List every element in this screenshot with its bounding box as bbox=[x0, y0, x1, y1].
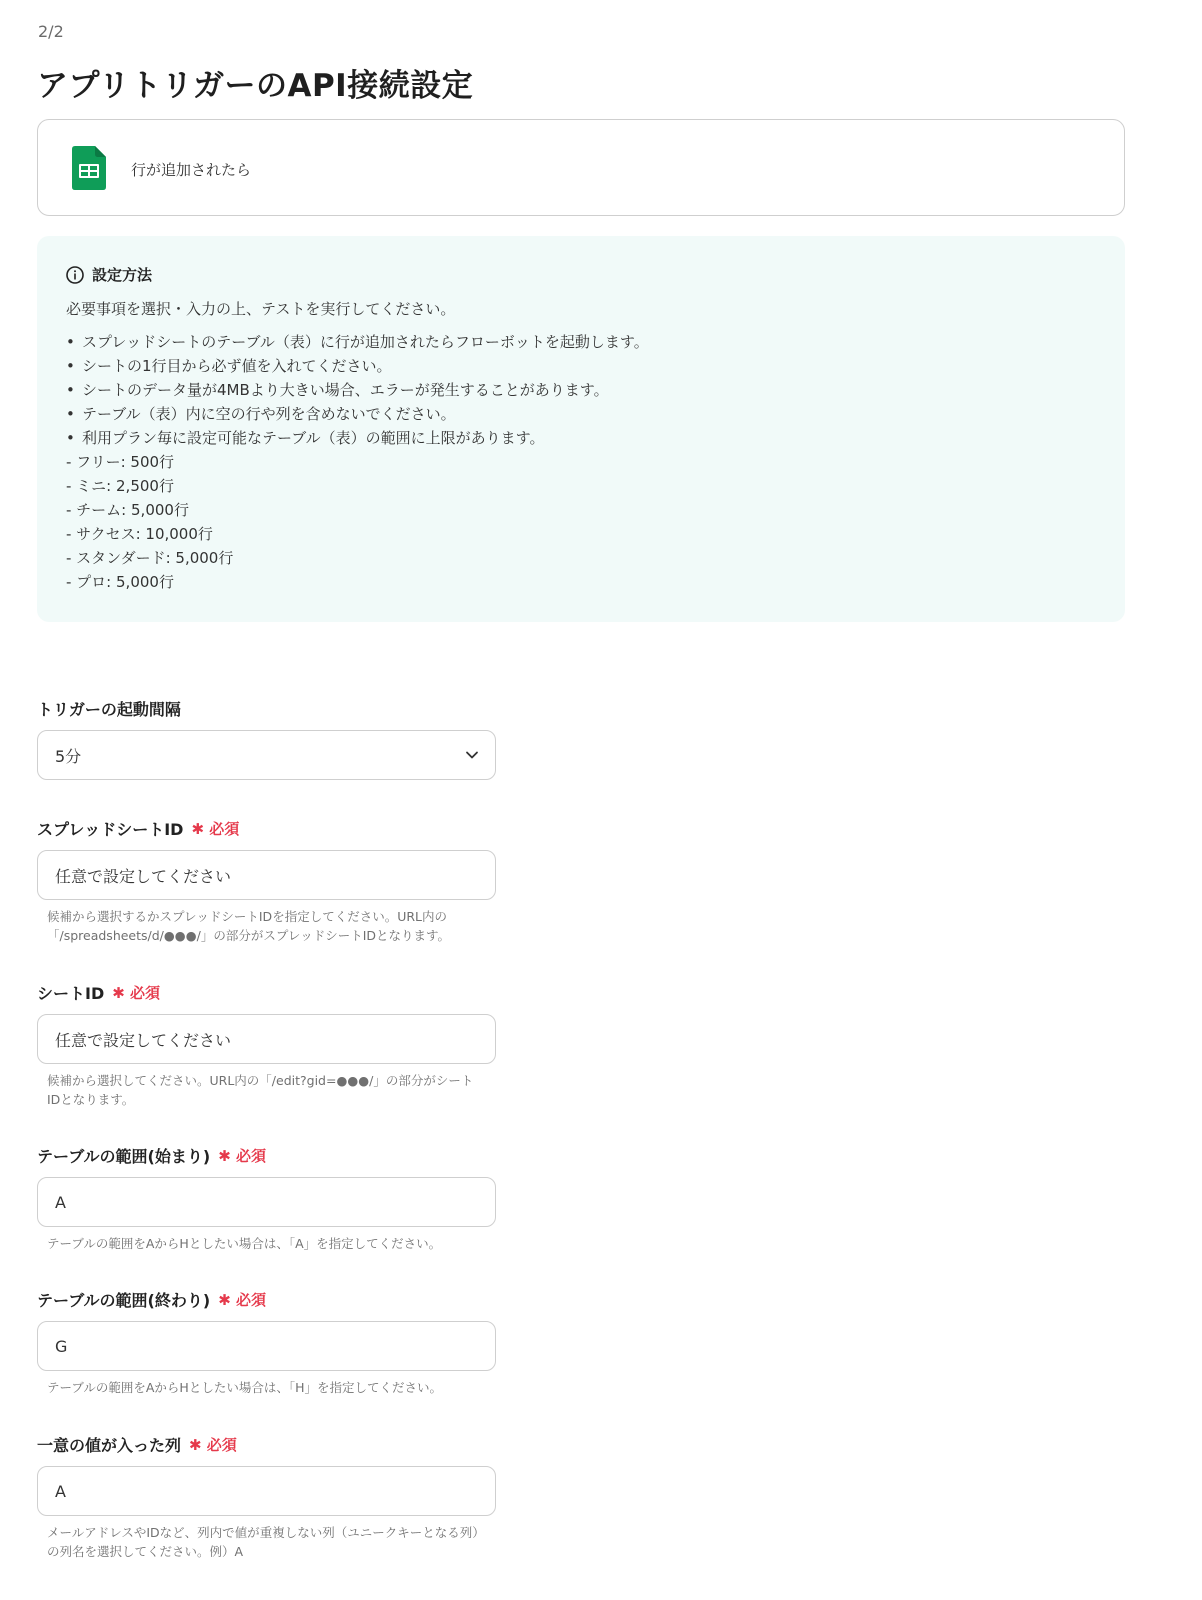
list-item: • シートのデータ量が4MBより大きい場合、エラーが発生することがあります。 bbox=[66, 378, 649, 402]
plan-limit-item: - サクセス: 10,000行 bbox=[66, 525, 213, 543]
required-badge: ✱ 必須 bbox=[191, 819, 240, 838]
plan-limit-item: - ミニ: 2,500行 bbox=[66, 477, 174, 495]
google-sheets-icon bbox=[72, 146, 106, 190]
help-line: テーブルの範囲をAからHとしたい場合は、「H」を指定してください。 bbox=[47, 1380, 442, 1395]
field-label: テーブルの範囲(始まり) bbox=[37, 1146, 211, 1166]
list-item: • スプレッドシートのテーブル（表）に行が追加されたらフローボットを起動します。 bbox=[66, 330, 649, 354]
range-start-input[interactable] bbox=[37, 1177, 496, 1227]
required-badge: ✱ 必須 bbox=[189, 1435, 237, 1454]
input-value: A bbox=[55, 1192, 66, 1212]
required-badge: ✱ 必須 bbox=[218, 1146, 266, 1165]
info-title: 設定方法 bbox=[92, 266, 153, 284]
chevron-down-icon bbox=[465, 748, 479, 762]
field-label: テーブルの範囲(終わり) bbox=[37, 1290, 211, 1310]
field-label: 一意の値が入った列 bbox=[37, 1435, 182, 1455]
plan-limit-item: - フリー: 500行 bbox=[66, 453, 175, 471]
input-placeholder: 任意で設定してください bbox=[55, 866, 232, 886]
step-indicator: 2/2 bbox=[38, 22, 64, 41]
list-item: • 利用プラン毎に設定可能なテーブル（表）の範囲に上限があります。 bbox=[66, 426, 649, 450]
required-badge: ✱ 必須 bbox=[218, 1290, 266, 1309]
help-line: 候補から選択するかスプレッドシートIDを指定してください。URL内の bbox=[47, 909, 447, 924]
input-value: A bbox=[55, 1481, 66, 1501]
page-title: アプリトリガーのAPI接続設定 bbox=[37, 68, 474, 104]
field-label: スプレッドシートID bbox=[37, 819, 184, 839]
field-label: シートID bbox=[37, 983, 105, 1003]
field-sheet-id bbox=[37, 980, 497, 1109]
info-list bbox=[66, 330, 649, 594]
help-line: メールアドレスやIDなど、列内で値が重複しない列（ユニークキーとなる列） bbox=[47, 1525, 485, 1540]
plan-limit-item: - チーム: 5,000行 bbox=[66, 501, 189, 519]
field-label: トリガーの起動間隔 bbox=[37, 699, 181, 719]
field-help-text bbox=[37, 1523, 507, 1561]
info-circle-icon bbox=[66, 266, 84, 284]
field-trigger-interval bbox=[37, 696, 497, 780]
range-end-input[interactable] bbox=[37, 1321, 496, 1371]
select-value: 5分 bbox=[55, 746, 82, 766]
help-line: 「/spreadsheets/d/●●●/」の部分がスプレッドシートIDとなります。 bbox=[47, 928, 451, 943]
field-spreadsheet-id bbox=[37, 816, 497, 945]
field-unique-column bbox=[37, 1432, 497, 1561]
setup-instructions-panel bbox=[37, 236, 1125, 622]
help-line: テーブルの範囲をAからHとしたい場合は、「A」を指定してください。 bbox=[47, 1236, 442, 1251]
plan-limit-item: - スタンダード: 5,000行 bbox=[66, 549, 234, 567]
required-badge: ✱ 必須 bbox=[112, 983, 161, 1002]
field-help-text bbox=[37, 1234, 507, 1253]
unique-column-input[interactable] bbox=[37, 1466, 496, 1516]
field-help-text bbox=[37, 1378, 507, 1397]
field-range-start bbox=[37, 1143, 497, 1253]
help-line: の列名を選択してください。例）A bbox=[47, 1544, 244, 1559]
sheet-id-input[interactable] bbox=[37, 1014, 496, 1064]
trigger-action-label: 行が追加されたら bbox=[131, 161, 252, 179]
plan-limit-item: - プロ: 5,000行 bbox=[66, 573, 174, 591]
list-item: • シートの1行目から必ず値を入れてください。 bbox=[66, 354, 649, 378]
list-item: • テーブル（表）内に空の行や列を含めないでください。 bbox=[66, 402, 649, 426]
input-value: G bbox=[55, 1336, 68, 1356]
app-action-card bbox=[37, 119, 1125, 216]
help-line: IDとなります。 bbox=[47, 1092, 135, 1107]
field-help-text bbox=[37, 1071, 507, 1109]
help-line: 候補から選択してください。URL内の「/edit?gid=●●●/」の部分がシート bbox=[47, 1073, 474, 1088]
info-lead: 必要事項を選択・入力の上、テストを実行してください。 bbox=[66, 300, 456, 318]
field-help-text bbox=[37, 907, 507, 945]
trigger-interval-select[interactable] bbox=[37, 730, 496, 780]
input-placeholder: 任意で設定してください bbox=[55, 1030, 232, 1050]
field-range-end bbox=[37, 1287, 497, 1397]
spreadsheet-id-input[interactable] bbox=[37, 850, 496, 900]
